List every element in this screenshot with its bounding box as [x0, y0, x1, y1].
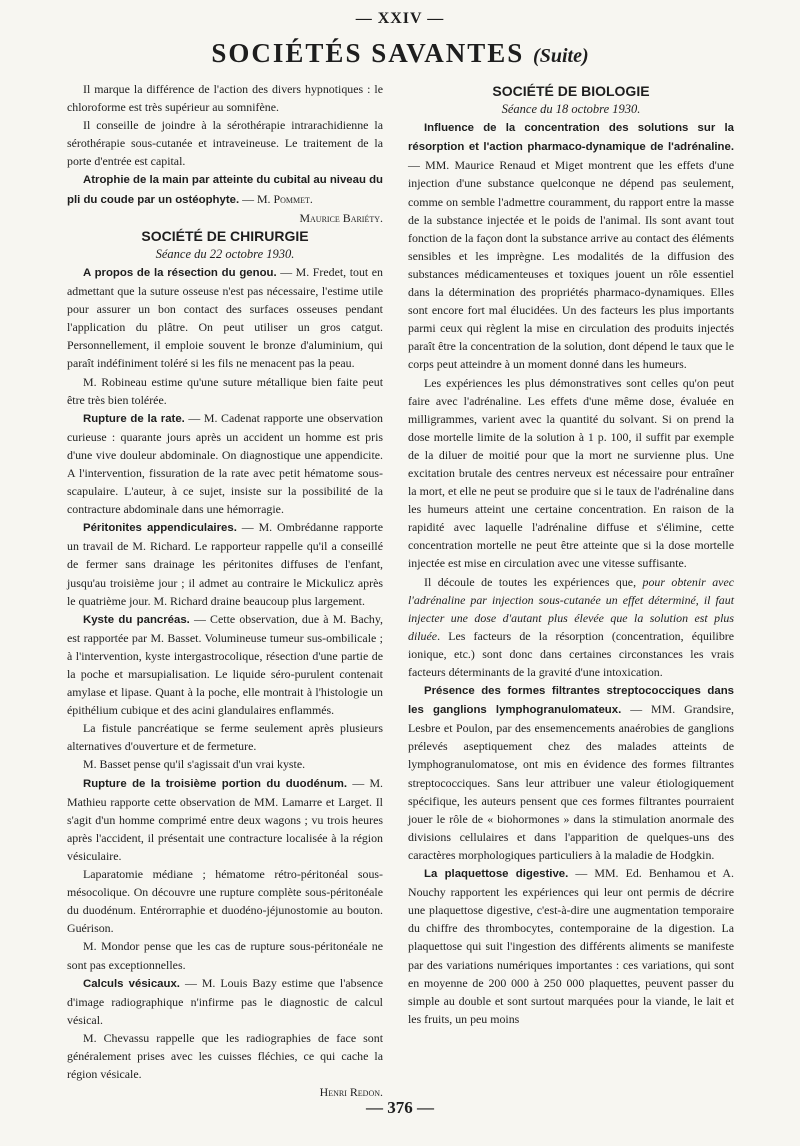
paragraph: La fistule pancréatique se ferme seulement après plusieurs alternatives d'ouverture et de fermeture.: [67, 721, 383, 754]
paragraph: M. Basset pense qu'il s'agissait d'un vrai kyste.: [83, 757, 306, 772]
paragraph: Laparatomie médiane ; hématome rétro-péritonéal sous-mésocolique. On découvre une rupture complète sous-péritonéale du duodénum. Entérorraphie et duodéno-jéjunostomie au bouton. Guérison.: [67, 867, 383, 936]
item-text: — MM. Maurice Renaud et Miget montrent que les effets d'une injection d'une substance quelconque ne dépend pas seulement, comme on semble l'admettre couramment, du rapport entre la masse de la substance injectée et le poids de l'animal. Ils sont avant tout fonction de la façon dont la substance arrive au contact des éléments sensibles et les imprègne. Les modalités de la diffusion des substances médicamenteuses et toxiques jouent un rôle essentiel dans la détermination des propriétés pharmaco-dynamiques. Elles sont encore fort mal élucidées. Un des facteurs les plus importants parmi ceux qui règlent la mise en circulation des produits injectés paraît être la concentration de la solution, dont dépend le taux que le corps peut atteindre à un moment donné dans les humeurs.: [408, 158, 734, 372]
paragraph: Les expériences les plus démonstratives sont celles qu'on peut faire avec l'adrénaline. Les effets d'une même dose, évaluée en milligrammes, varient avec la quantité du solvant. Si on prend la dose mortelle limite de la solution à 1 p. 100, il suffit par exemple de la diluer de moitié pour que la mort ne survienne plus. Une excitation brutale des centres nerveux est nécessaire pour entraîner la mort, et elle ne peut se produire que si le taux de l'adrénaline dans les humeurs atteint une certaine concentration. En raison de la rapidité avec laquelle l'adrénaline diffuse et s'élimine, cette concentration mortelle ne peut être atteinte que si la dose mortelle injectée est mise en circulation avec une vitesse suffisante.: [408, 375, 734, 571]
right-column: [408, 80, 734, 1028]
signature: Maurice Bariéty.: [299, 210, 383, 225]
item-text: — M. Fredet, tout en admettant que la suture osseuse n'est pas nécessaire, l'estime utile pour assurer un bon contact des surfaces osseuses pendant l'application du plâtre. On peut utiliser un gros catgut. Personnellement, il emploie souvent le bronze d'aluminium, qui paraît indéfiniment toléré si les fils ne menacent pas la peau.: [67, 264, 384, 371]
item-text: — MM. Grandsire, Lesbre et Poulon, par des ensemencements anaérobies de ganglions prélevés aseptiquement chez des malades atteints de lymphogranulomatose, ont mis en évidence des formes filtrantes streptococciques. Sans leur attribuer une valeur étiologiquement spécifique, les auteurs pensent que ces formes filtrantes pourraient jouer le rôle de « biohormones » dans la stimulation anormale des divisions cellulaires et dans l'apparition de quelques-uns des caractères morphologiques particuliers à la maladie de Hodgkin.: [408, 702, 734, 862]
paragraph: [67, 409, 383, 519]
paragraph: Il marque la différence de l'action des divers hypnotiques : le chloroforme est très supérieur au somnifène.: [67, 82, 383, 115]
item-text: — M. Louis Bazy estime que l'absence d'image radiographique n'infirme pas le diagnostic de calcul vésical.: [67, 975, 383, 1027]
section-date: Séance du 18 octobre 1930.: [501, 102, 641, 117]
paragraph: [67, 263, 383, 373]
title-suite: (Suite): [533, 45, 589, 67]
left-column: [67, 80, 383, 1101]
paragraph: [408, 118, 734, 373]
paragraph: [67, 774, 383, 865]
item-title: Rupture de la rate.: [83, 412, 185, 425]
section-heading: SOCIÉTÉ DE CHIRURGIE: [141, 227, 309, 244]
paragraph: M. Chevassu rappelle que les radiographies de face sont généralement prises avec les cuisses fléchies, ce qui cache la région vésicale.: [67, 1030, 383, 1082]
paragraph: [67, 518, 383, 609]
paragraph: Il conseille de joindre à la sérothérapie intrarachidienne la sérothérapie sous-cutanée et intraveineuse. Le traitement de la porte d'entrée est capital.: [67, 118, 383, 169]
item-text: — M. Ombrédanne rapporte un travail de M. Richard. Le rapporteur rappelle qu'il a conseillé de fermer sans drainage les péritonites diffuses de l'enfant, jusqu'au troisième jour ; il admet au contraire le Mickulicz après le quatrième jour. M. Richard draine beaucoup plus largement.: [67, 520, 384, 608]
paragraph: [67, 610, 383, 720]
paragraph: [408, 573, 734, 682]
signature: Henri Redon.: [319, 1085, 383, 1100]
item-title: Rupture de la troisième portion du duodénum.: [83, 777, 348, 790]
item-author: — M. Pommet.: [242, 191, 313, 206]
item-title: La plaquettose digestive.: [424, 868, 569, 881]
item-text: — M. Mathieu rapporte cette observation de MM. Lamarre et Larget. Il s'agit d'un homme comprimé entre deux wagons ; vu trois heures après l'accident, il présentait une contracture localisée à la région vésiculaire.: [67, 775, 383, 863]
item-title: Atrophie de la main par atteinte du cubital au niveau du pli du coude par un ostéophyte.: [67, 174, 383, 206]
page-number: — 376 —: [366, 1098, 434, 1117]
item-text: — Cette observation, due à M. Bachy, est rapportée par M. Basset. Volumineuse tumeur sus-ombilicale ; à l'intervention, kyste intergastrocolique, résection d'une partie de la poche et marsupialisation. Le liquide séro-purulent contenait amylase et lipase. Quant à la poche, elle montrait à l'histologie un épithélium cubique et des acini glandulaires enflammés.: [67, 611, 383, 718]
paragraph: [67, 974, 383, 1029]
section-heading: SOCIÉTÉ DE BIOLOGIE: [492, 83, 650, 99]
paragraph: M. Robineau estime qu'une suture métallique bien faite peut être très bien tolérée.: [67, 374, 383, 407]
page-title: [0, 38, 800, 69]
item-text: — MM. Ed. Benhamou et A. Nouchy rapportent les expériences qui leur ont permis de décrire une plaquettose digestive, c'est-à-dire une augmentation temporaire du chiffre des thrombocytes, contemporaine de la digestion. La plaquettose qui suit l'ingestion des différents aliments se manifeste par des variations numériques importantes : ces variations, qui sont en moyenne de 200 000 à 250 000 plaquettes, peuvent passer du simple au double et sont surtout marquées pour la viande, le lait et les fruits, un peu moins: [408, 866, 734, 1026]
section-date: Séance du 22 octobre 1930.: [155, 246, 295, 261]
item-text: Il découle de toutes les expériences que,: [424, 574, 643, 589]
item-title: Kyste du pancréas.: [83, 613, 190, 626]
paragraph: [67, 170, 383, 208]
item-title: Calculs vésicaux.: [83, 977, 180, 990]
item-title: Influence de la concentration des solutions sur la résorption et l'action pharmaco-dynamique de l'adrénaline.: [408, 122, 734, 154]
item-title: A propos de la résection du genou.: [83, 266, 277, 279]
paragraph: [408, 864, 734, 1028]
italic-conclusion: pour obtenir avec l'adrénaline par injection sous-cutanée un effet déterminé, il faut injecter une dose d'autant plus élevée que la solution est plus diluée: [408, 574, 734, 643]
paragraph: [408, 681, 734, 864]
item-title: Présence des formes filtrantes streptococciques dans les ganglions lymphogranulomateux.: [408, 685, 734, 717]
title-text: SOCIÉTÉS SAVANTES: [211, 38, 525, 68]
roman-page-number: — XXIV —: [355, 10, 445, 27]
item-title: Péritonites appendiculaires.: [83, 522, 237, 535]
item-text: — M. Cadenat rapporte une observation curieuse : quarante jours après un accident un homme est pris d'une vive douleur abdominale. On diagnostique une appendicite. A l'intervention, fissuration de la rate avec petit hématome sous-scapulaire. L'auteur, à ce sujet, insiste sur la possibilité de la contracture abdominale dans une hémorragie.: [67, 410, 383, 517]
item-text: . Les facteurs de la résorption (concentration, équilibre ionique, etc.) sont donc dans certaines circonstances les vrais facteurs déterminants de la gravité d'une intoxication.: [408, 628, 734, 679]
paragraph: M. Mondor pense que les cas de rupture sous-péritonéale ne sont pas exceptionnelles.: [67, 939, 383, 972]
